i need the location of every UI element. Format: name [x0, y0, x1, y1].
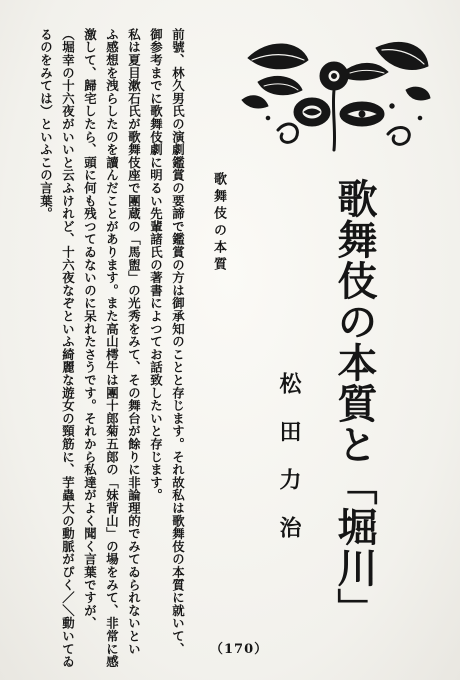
body-column-1: 前號、林久男氏の演劇鑑賞の要諦で鑑賞の方は御承知のことと存じます。それ故私は歌舞伎の本質に就いて、 [170, 28, 186, 656]
page-number: （170） [210, 642, 269, 657]
section-heading: 歌舞伎の本質 [211, 172, 226, 274]
body-column-2: 御参考までに歌舞伎劇に明るい先輩諸氏の著書によつてお話致したいと存じます。 [148, 28, 164, 502]
body-column-5: 激して、歸宅したら、頭に何も残つてゐないのに呆れたさうです。それから私達がよく聞く言葉ですが、 [82, 28, 98, 630]
body-column-4: ふ感想を洩らしたのを讀んだことがあります。また高山樗牛は團十郎菊五郎の「妹背山」の場をみて、非常に感 [104, 28, 120, 668]
body-column-6: （堀幸の十六夜がいいと云ふけれど、十六夜なぞといふ綺麗な遊女の頸筋に、芋蟲大の動脈がぴく／＼動いてゐ [60, 28, 76, 668]
article-title: 歌舞伎の本質と「堀川」 [331, 178, 378, 629]
body-column-7: るのをみては）といふこの言葉。 [38, 28, 54, 220]
floral-ornament-illustration [238, 30, 432, 158]
body-column-3: 私は夏目漱石氏が歌舞伎座で團蔵の「馬盥」の光秀をみて、その舞台が餘りに非論理的でみてゐられないとい [126, 28, 142, 656]
author-name: 松田力治 [276, 372, 302, 564]
